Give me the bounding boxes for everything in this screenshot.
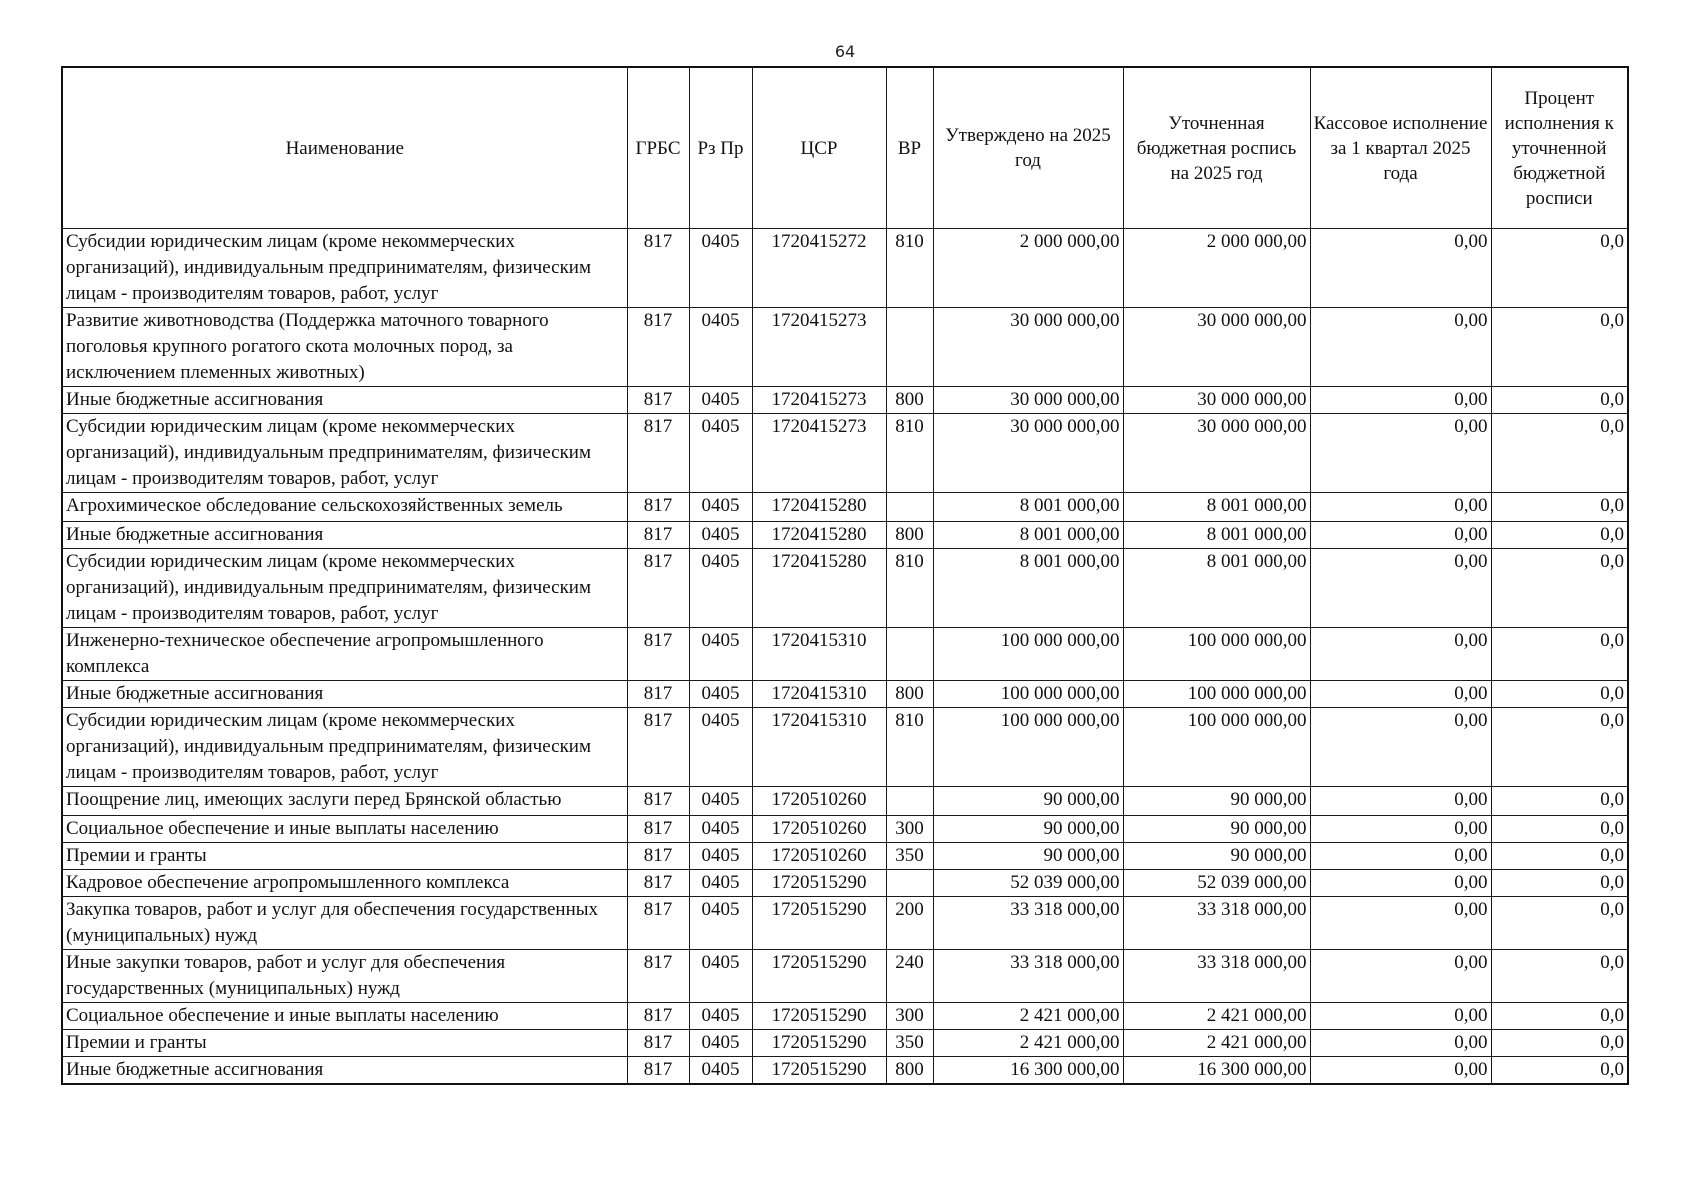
cell-csr: 1720510260 xyxy=(752,816,886,843)
cell-cash: 0,00 xyxy=(1310,628,1491,681)
cell-refined: 2 000 000,00 xyxy=(1123,229,1310,308)
cell-refined: 30 000 000,00 xyxy=(1123,308,1310,387)
cell-csr: 1720415310 xyxy=(752,628,886,681)
cell-percent: 0,0 xyxy=(1491,1057,1628,1085)
header-csr: ЦСР xyxy=(752,67,886,229)
cell-cash: 0,00 xyxy=(1310,843,1491,870)
cell-percent: 0,0 xyxy=(1491,897,1628,950)
cell-vr: 810 xyxy=(886,414,933,493)
cell-vr: 800 xyxy=(886,522,933,549)
cell-percent: 0,0 xyxy=(1491,843,1628,870)
cell-name: Кадровое обеспечение агропромышленного комплекса xyxy=(62,870,627,897)
cell-name: Социальное обеспечение и иные выплаты населению xyxy=(62,1003,627,1030)
cell-rzpr: 0405 xyxy=(689,1003,752,1030)
cell-rzpr: 0405 xyxy=(689,708,752,787)
cell-rzpr: 0405 xyxy=(689,950,752,1003)
cell-csr: 1720515290 xyxy=(752,950,886,1003)
table-row xyxy=(62,414,1628,493)
cell-approved: 16 300 000,00 xyxy=(933,1057,1123,1085)
cell-cash: 0,00 xyxy=(1310,493,1491,522)
cell-grbs: 817 xyxy=(627,843,689,870)
cell-cash: 0,00 xyxy=(1310,522,1491,549)
cell-refined: 8 001 000,00 xyxy=(1123,493,1310,522)
cell-refined: 8 001 000,00 xyxy=(1123,549,1310,628)
cell-approved: 52 039 000,00 xyxy=(933,870,1123,897)
cell-refined: 90 000,00 xyxy=(1123,787,1310,816)
cell-csr: 1720510260 xyxy=(752,843,886,870)
cell-vr: 800 xyxy=(886,681,933,708)
header-rzpr: Рз Пр xyxy=(689,67,752,229)
cell-percent: 0,0 xyxy=(1491,950,1628,1003)
table-row xyxy=(62,816,1628,843)
cell-cash: 0,00 xyxy=(1310,1030,1491,1057)
header-row xyxy=(62,67,1628,229)
cell-refined: 90 000,00 xyxy=(1123,816,1310,843)
cell-rzpr: 0405 xyxy=(689,522,752,549)
cell-csr: 1720515290 xyxy=(752,1003,886,1030)
cell-csr: 1720415280 xyxy=(752,493,886,522)
cell-name: Развитие животноводства (Поддержка маточного товарного поголовья крупного рогатого скота молочных пород, за исключением племенных животных) xyxy=(62,308,627,387)
cell-vr: 350 xyxy=(886,843,933,870)
cell-approved: 30 000 000,00 xyxy=(933,387,1123,414)
cell-grbs: 817 xyxy=(627,950,689,1003)
cell-cash: 0,00 xyxy=(1310,414,1491,493)
cell-csr: 1720415273 xyxy=(752,308,886,387)
cell-rzpr: 0405 xyxy=(689,787,752,816)
cell-rzpr: 0405 xyxy=(689,843,752,870)
cell-refined: 33 318 000,00 xyxy=(1123,950,1310,1003)
cell-approved: 90 000,00 xyxy=(933,816,1123,843)
table-row xyxy=(62,308,1628,387)
cell-csr: 1720415280 xyxy=(752,522,886,549)
cell-grbs: 817 xyxy=(627,897,689,950)
cell-percent: 0,0 xyxy=(1491,549,1628,628)
cell-cash: 0,00 xyxy=(1310,1057,1491,1085)
cell-grbs: 817 xyxy=(627,681,689,708)
table-row xyxy=(62,1003,1628,1030)
cell-csr: 1720515290 xyxy=(752,1057,886,1085)
cell-csr: 1720415310 xyxy=(752,708,886,787)
cell-name: Инженерно-техническое обеспечение агропромышленного комплекса xyxy=(62,628,627,681)
cell-cash: 0,00 xyxy=(1310,387,1491,414)
cell-approved: 100 000 000,00 xyxy=(933,628,1123,681)
cell-cash: 0,00 xyxy=(1310,229,1491,308)
cell-percent: 0,0 xyxy=(1491,522,1628,549)
cell-refined: 100 000 000,00 xyxy=(1123,628,1310,681)
table-body xyxy=(62,229,1628,1085)
header-cash: Кассовое исполнение за 1 квартал 2025 года xyxy=(1310,67,1491,229)
cell-percent: 0,0 xyxy=(1491,787,1628,816)
cell-vr: 800 xyxy=(886,387,933,414)
cell-approved: 90 000,00 xyxy=(933,843,1123,870)
table-row xyxy=(62,387,1628,414)
cell-vr: 300 xyxy=(886,1003,933,1030)
cell-name: Субсидии юридическим лицам (кроме некоммерческих организаций), индивидуальным предпринимателям, физическим лицам - производителям товаров, работ, услуг xyxy=(62,414,627,493)
cell-rzpr: 0405 xyxy=(689,870,752,897)
cell-refined: 2 421 000,00 xyxy=(1123,1003,1310,1030)
cell-rzpr: 0405 xyxy=(689,493,752,522)
cell-grbs: 817 xyxy=(627,387,689,414)
cell-refined: 33 318 000,00 xyxy=(1123,897,1310,950)
cell-cash: 0,00 xyxy=(1310,870,1491,897)
cell-name: Закупка товаров, работ и услуг для обеспечения государственных (муниципальных) нужд xyxy=(62,897,627,950)
cell-approved: 33 318 000,00 xyxy=(933,897,1123,950)
header-percent: Процент исполнения к уточненной бюджетной росписи xyxy=(1491,67,1628,229)
cell-vr xyxy=(886,787,933,816)
cell-rzpr: 0405 xyxy=(689,816,752,843)
cell-approved: 100 000 000,00 xyxy=(933,708,1123,787)
cell-rzpr: 0405 xyxy=(689,897,752,950)
cell-percent: 0,0 xyxy=(1491,870,1628,897)
cell-percent: 0,0 xyxy=(1491,628,1628,681)
table-row xyxy=(62,549,1628,628)
cell-approved: 33 318 000,00 xyxy=(933,950,1123,1003)
cell-cash: 0,00 xyxy=(1310,950,1491,1003)
cell-rzpr: 0405 xyxy=(689,1030,752,1057)
cell-refined: 90 000,00 xyxy=(1123,843,1310,870)
cell-approved: 2 421 000,00 xyxy=(933,1030,1123,1057)
cell-name: Иные закупки товаров, работ и услуг для обеспечения государственных (муниципальных) нужд xyxy=(62,950,627,1003)
header-refined: Уточненная бюджетная роспись на 2025 год xyxy=(1123,67,1310,229)
cell-grbs: 817 xyxy=(627,1003,689,1030)
cell-rzpr: 0405 xyxy=(689,1057,752,1085)
cell-rzpr: 0405 xyxy=(689,387,752,414)
cell-vr: 300 xyxy=(886,816,933,843)
cell-grbs: 817 xyxy=(627,414,689,493)
table-row xyxy=(62,1057,1628,1085)
cell-approved: 90 000,00 xyxy=(933,787,1123,816)
cell-percent: 0,0 xyxy=(1491,387,1628,414)
cell-name: Премии и гранты xyxy=(62,1030,627,1057)
cell-name: Агрохимическое обследование сельскохозяйственных земель xyxy=(62,493,627,522)
cell-approved: 2 421 000,00 xyxy=(933,1003,1123,1030)
cell-cash: 0,00 xyxy=(1310,681,1491,708)
cell-vr: 810 xyxy=(886,549,933,628)
cell-percent: 0,0 xyxy=(1491,229,1628,308)
cell-name: Иные бюджетные ассигнования xyxy=(62,387,627,414)
table-row xyxy=(62,229,1628,308)
cell-name: Поощрение лиц, имеющих заслуги перед Брянской областью xyxy=(62,787,627,816)
table-row xyxy=(62,493,1628,522)
table-row xyxy=(62,522,1628,549)
cell-approved: 2 000 000,00 xyxy=(933,229,1123,308)
cell-refined: 16 300 000,00 xyxy=(1123,1057,1310,1085)
cell-percent: 0,0 xyxy=(1491,1003,1628,1030)
cell-cash: 0,00 xyxy=(1310,308,1491,387)
cell-csr: 1720415273 xyxy=(752,414,886,493)
cell-vr: 800 xyxy=(886,1057,933,1085)
cell-rzpr: 0405 xyxy=(689,414,752,493)
header-approved: Утверждено на 2025 год xyxy=(933,67,1123,229)
cell-refined: 8 001 000,00 xyxy=(1123,522,1310,549)
cell-approved: 30 000 000,00 xyxy=(933,308,1123,387)
cell-cash: 0,00 xyxy=(1310,787,1491,816)
cell-grbs: 817 xyxy=(627,628,689,681)
cell-name: Субсидии юридическим лицам (кроме некоммерческих организаций), индивидуальным предпринимателям, физическим лицам - производителям товаров, работ, услуг xyxy=(62,229,627,308)
cell-rzpr: 0405 xyxy=(689,308,752,387)
cell-refined: 2 421 000,00 xyxy=(1123,1030,1310,1057)
cell-refined: 52 039 000,00 xyxy=(1123,870,1310,897)
cell-percent: 0,0 xyxy=(1491,681,1628,708)
cell-name: Субсидии юридическим лицам (кроме некоммерческих организаций), индивидуальным предпринимателям, физическим лицам - производителям товаров, работ, услуг xyxy=(62,708,627,787)
cell-refined: 100 000 000,00 xyxy=(1123,708,1310,787)
cell-grbs: 817 xyxy=(627,787,689,816)
cell-name: Субсидии юридическим лицам (кроме некоммерческих организаций), индивидуальным предпринимателям, физическим лицам - производителям товаров, работ, услуг xyxy=(62,549,627,628)
cell-percent: 0,0 xyxy=(1491,493,1628,522)
cell-grbs: 817 xyxy=(627,708,689,787)
header-name: Наименование xyxy=(62,67,627,229)
cell-grbs: 817 xyxy=(627,1030,689,1057)
table-row xyxy=(62,708,1628,787)
header-vr: ВР xyxy=(886,67,933,229)
cell-vr xyxy=(886,493,933,522)
table-row xyxy=(62,1030,1628,1057)
cell-name: Иные бюджетные ассигнования xyxy=(62,681,627,708)
cell-approved: 8 001 000,00 xyxy=(933,522,1123,549)
cell-grbs: 817 xyxy=(627,870,689,897)
cell-name: Премии и гранты xyxy=(62,843,627,870)
cell-rzpr: 0405 xyxy=(689,229,752,308)
cell-refined: 30 000 000,00 xyxy=(1123,414,1310,493)
header-grbs: ГРБС xyxy=(627,67,689,229)
budget-table xyxy=(61,66,1629,1085)
cell-refined: 100 000 000,00 xyxy=(1123,681,1310,708)
cell-grbs: 817 xyxy=(627,1057,689,1085)
cell-csr: 1720510260 xyxy=(752,787,886,816)
cell-csr: 1720415272 xyxy=(752,229,886,308)
cell-name: Иные бюджетные ассигнования xyxy=(62,522,627,549)
cell-rzpr: 0405 xyxy=(689,628,752,681)
cell-grbs: 817 xyxy=(627,549,689,628)
cell-cash: 0,00 xyxy=(1310,549,1491,628)
cell-csr: 1720415273 xyxy=(752,387,886,414)
page-number: 64 xyxy=(834,42,856,61)
cell-vr: 810 xyxy=(886,229,933,308)
cell-approved: 8 001 000,00 xyxy=(933,549,1123,628)
cell-cash: 0,00 xyxy=(1310,708,1491,787)
table-row xyxy=(62,681,1628,708)
cell-csr: 1720515290 xyxy=(752,870,886,897)
cell-csr: 1720415310 xyxy=(752,681,886,708)
cell-vr: 240 xyxy=(886,950,933,1003)
cell-grbs: 817 xyxy=(627,493,689,522)
cell-cash: 0,00 xyxy=(1310,1003,1491,1030)
cell-approved: 30 000 000,00 xyxy=(933,414,1123,493)
cell-vr xyxy=(886,870,933,897)
cell-name: Иные бюджетные ассигнования xyxy=(62,1057,627,1085)
cell-csr: 1720415280 xyxy=(752,549,886,628)
table-row xyxy=(62,897,1628,950)
cell-vr: 200 xyxy=(886,897,933,950)
cell-percent: 0,0 xyxy=(1491,816,1628,843)
cell-name: Социальное обеспечение и иные выплаты населению xyxy=(62,816,627,843)
cell-csr: 1720515290 xyxy=(752,897,886,950)
table-row xyxy=(62,787,1628,816)
cell-grbs: 817 xyxy=(627,308,689,387)
cell-grbs: 817 xyxy=(627,816,689,843)
cell-vr xyxy=(886,308,933,387)
cell-grbs: 817 xyxy=(627,522,689,549)
cell-approved: 8 001 000,00 xyxy=(933,493,1123,522)
table-row xyxy=(62,843,1628,870)
cell-rzpr: 0405 xyxy=(689,681,752,708)
cell-percent: 0,0 xyxy=(1491,414,1628,493)
cell-approved: 100 000 000,00 xyxy=(933,681,1123,708)
cell-grbs: 817 xyxy=(627,229,689,308)
cell-vr xyxy=(886,628,933,681)
cell-refined: 30 000 000,00 xyxy=(1123,387,1310,414)
cell-percent: 0,0 xyxy=(1491,708,1628,787)
table-row xyxy=(62,628,1628,681)
cell-cash: 0,00 xyxy=(1310,897,1491,950)
cell-csr: 1720515290 xyxy=(752,1030,886,1057)
cell-percent: 0,0 xyxy=(1491,308,1628,387)
cell-percent: 0,0 xyxy=(1491,1030,1628,1057)
table-header xyxy=(62,67,1628,229)
cell-cash: 0,00 xyxy=(1310,816,1491,843)
cell-vr: 810 xyxy=(886,708,933,787)
cell-rzpr: 0405 xyxy=(689,549,752,628)
table-row xyxy=(62,950,1628,1003)
table-row xyxy=(62,870,1628,897)
cell-vr: 350 xyxy=(886,1030,933,1057)
